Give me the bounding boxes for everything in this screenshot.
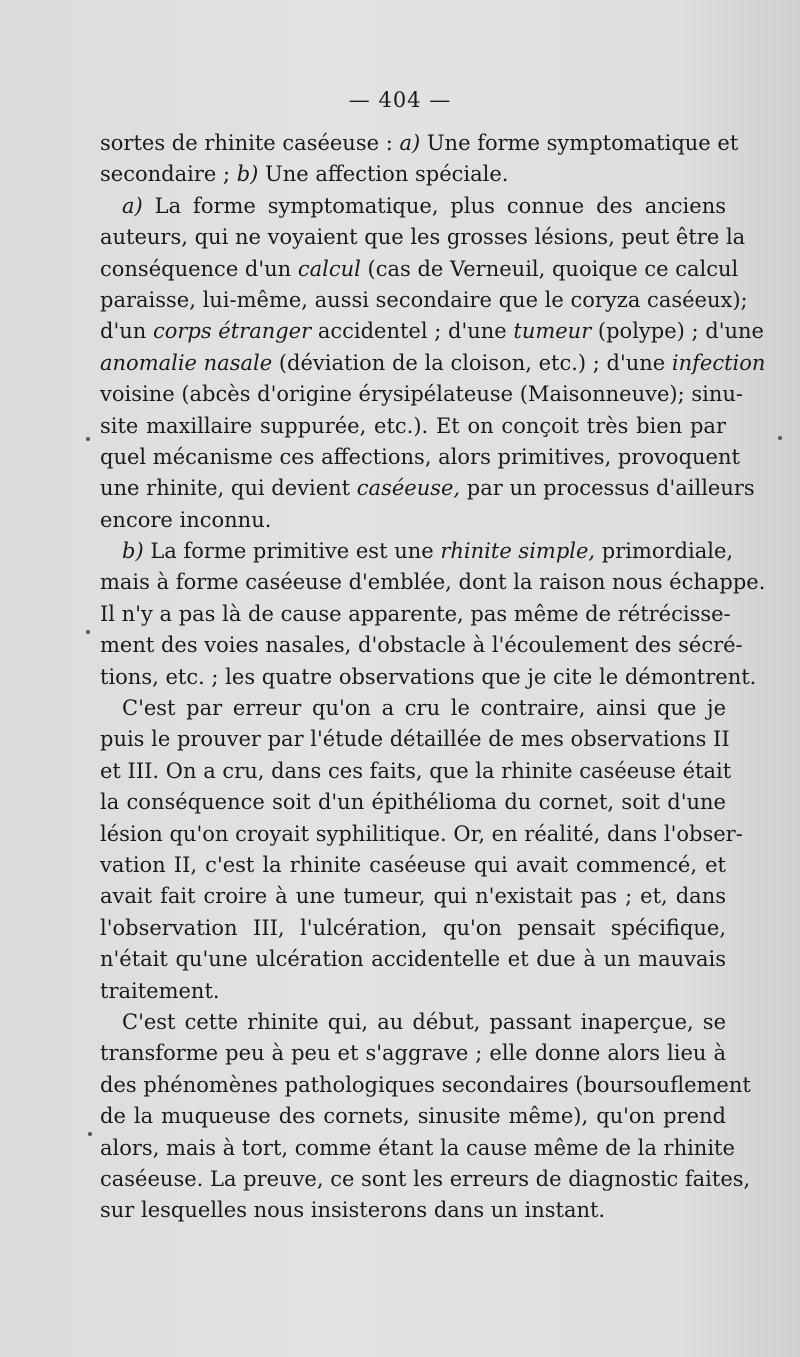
italic-run: calcul [297,256,361,281]
text-line [100,505,726,536]
text-run: (cas de Verneuil, quoique ce calcul [360,256,739,281]
text-line [100,1070,751,1101]
text-run: ment des voies nasales, d'obstacle à l'écoulement des sécré- [100,633,743,658]
italic-run: b) [122,539,144,564]
text-run: voisine (abcès d'origine érysipélateuse (Maisonneuve); sinu- [100,382,743,407]
italic-run: anomalie nasale [100,350,273,375]
text-run: paraisse, lui-même, aussi secondaire que le coryza caséeux); [100,287,748,312]
text-line [100,756,732,787]
text-line [100,159,726,190]
text-line [100,662,757,693]
text-line [100,254,739,285]
text-run: Une affection spéciale. [258,162,509,187]
text-line [100,1038,726,1069]
text-line [100,724,730,755]
text-run: l'observation III, l'ulcération, qu'on pensait spécifique, [100,915,726,940]
text-line [100,442,740,473]
text-run: puis le prouver par l'étude détaillée de mes observations II [100,727,730,752]
text-line [100,787,726,818]
text-line [100,128,739,159]
text-run: conséquence d'un [100,256,298,281]
italic-run: a) [399,131,421,155]
text-run: sur lesquelles nous insisterons dans un instant. [100,1198,606,1223]
italic-run: corps étranger [152,319,312,344]
text-run: encore inconnu. [100,507,272,532]
text-line [100,1007,726,1038]
text-line [100,599,731,630]
text-run: caséeuse. La preuve, ce sont les erreurs de diagnostic faites, [100,1166,751,1191]
italic-run: tumeur [513,319,592,344]
text-run: accidentel ; d'une [311,319,514,344]
text-line [100,1101,726,1132]
text-line [100,630,743,661]
text-run: mais à forme caséeuse d'emblée, dont la raison nous échappe. [100,570,766,595]
text-run: C'est cette rhinite qui, au début, passant inaperçue, se [122,1009,726,1034]
text-run: et III. On a cru, dans ces faits, que la rhinite caséeuse était [100,758,732,783]
text-line [100,693,726,724]
text-run: La forme primitive est une [143,539,441,564]
text-run: des phénomènes pathologiques secondaires (boursouflement [100,1072,751,1097]
text-line [100,348,766,379]
text-line [100,285,748,316]
body-text [100,128,766,1227]
text-line [100,819,743,850]
text-run: de la muqueuse des cornets, sinusite même), qu'on prend [100,1104,726,1129]
print-speck [86,630,90,634]
italic-run: a) [122,193,143,218]
text-run: sortes de rhinite caséeuse : [100,131,400,155]
text-run: auteurs, qui ne voyaient que les grosses lésions, peut être la [100,225,746,250]
text-line [100,191,726,222]
text-line [100,411,726,442]
text-run: traitement. [100,978,220,1003]
text-run: (déviation de la cloison, etc.) ; d'une [272,350,672,375]
text-run: primordiale, [595,539,734,564]
text-line [100,473,755,504]
text-run: secondaire ; [100,162,237,187]
text-run: alors, mais à tort, comme étant la cause même de la rhinite [100,1135,735,1160]
text-line [100,976,726,1007]
text-line [100,1195,726,1226]
text-run: tions, etc. ; les quatre observations que je cite le démontrent. [100,664,757,689]
text-run: La forme symptomatique, plus connue des anciens [142,193,726,218]
text-line [100,222,746,253]
page-number: — 404 — [348,88,452,112]
text-run: une rhinite, qui devient [100,476,357,501]
print-speck [778,436,782,440]
print-speck [86,437,90,441]
text-run: Il n'y a pas là de cause apparente, pas même de rétrécisse- [100,601,731,626]
text-run: vation II, c'est la rhinite caséeuse qui avait commencé, et [100,852,726,877]
text-line [100,944,726,975]
text-line [100,1164,751,1195]
text-run: C'est par erreur qu'on a cru le contraire, ainsi que je [122,696,726,721]
text-line [100,913,726,944]
text-line [100,316,764,347]
text-run: d'un [100,319,153,344]
text-line [100,1133,735,1164]
text-line [100,536,734,567]
italic-run: b) [236,162,259,187]
text-run: Une forme symptomatique et [420,131,739,155]
text-run: (polype) ; d'une [591,319,764,344]
text-run: lésion qu'on croyait syphilitique. Or, en réalité, dans l'obser- [100,821,743,846]
text-run: site maxillaire suppurée, etc.). Et on conçoit très bien par [100,413,726,438]
text-run: par un processus d'ailleurs [460,476,755,501]
text-run: quel mécanisme ces affections, alors primitives, provoquent [100,444,740,469]
text-line [100,567,766,598]
text-run: transforme peu à peu et s'aggrave ; elle donne alors lieu à [100,1041,726,1066]
italic-run: caséeuse, [356,476,461,501]
text-line [100,881,726,912]
italic-run: rhinite simple, [440,539,596,564]
text-run: n'était qu'une ulcération accidentelle et due à un mauvais [100,947,726,972]
text-line [100,379,743,410]
text-run: la conséquence soit d'un épithélioma du cornet, soit d'une [100,790,726,815]
italic-run: infection [671,350,766,375]
text-run: avait fait croire à une tumeur, qui n'existait pas ; et, dans [100,884,726,909]
print-speck [88,1132,92,1136]
text-line [100,850,726,881]
